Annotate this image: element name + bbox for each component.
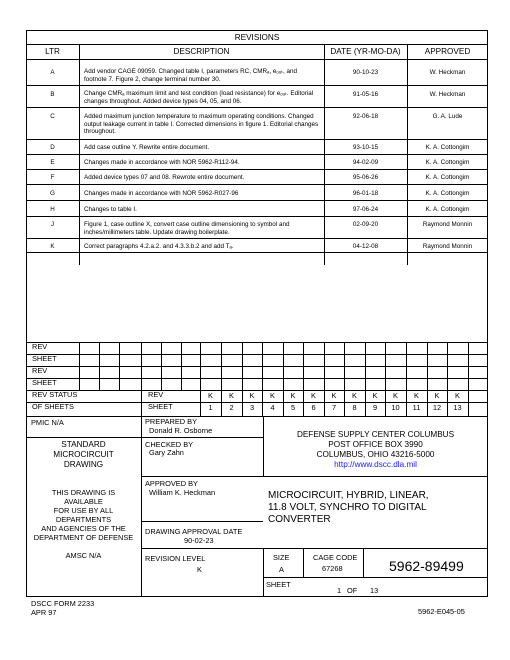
rev-date: 02-09-20: [352, 221, 379, 228]
rev-approved: Raymond Monnin: [422, 243, 473, 250]
rev-description: Changes made in accordance with NOR 5962-R027-96: [84, 190, 239, 197]
rev-status-cell: K: [290, 391, 296, 400]
dscc-city: COLUMBUS, OHIO 43216-5000: [316, 450, 435, 459]
sheet-of: OF: [347, 586, 358, 595]
row-divider: [26, 184, 488, 185]
grid-col-line: [181, 342, 182, 390]
drawing-approval-label: DRAWING APPROVAL DATE: [145, 527, 243, 536]
row-divider: [26, 139, 488, 140]
form-date: APR 97: [31, 608, 57, 617]
sheet-number-cell: 9: [372, 403, 378, 412]
sheet-number-cell: 6: [311, 403, 316, 412]
revisions-title: REVISIONS: [234, 33, 280, 42]
rev-letter: G: [50, 190, 55, 197]
rev-status-label: REV STATUS: [32, 390, 78, 399]
grid-col-line: [141, 390, 142, 416]
rev-letter: J: [50, 221, 55, 228]
checked-by-label: CHECKED BY: [145, 440, 194, 449]
rev-status-cell: K: [208, 391, 213, 400]
rev-status-cell: K: [455, 391, 460, 400]
rev-approved: Raymond Monnin: [422, 221, 473, 228]
rev-description: Figure 1, case outline X, convert case outline dimensioning to symbol and inches/millimeters table. Update drawing boilerplate.: [84, 221, 290, 236]
grid-row-line: [26, 354, 488, 355]
drawing-title-line2: 11.8 VOLT, SYNCHRO TO DIGITAL: [268, 502, 427, 513]
divider: [26, 416, 488, 417]
rev-letter: E: [50, 159, 55, 166]
rev-letter: K: [50, 243, 55, 250]
row-divider: [26, 85, 488, 86]
divider: [141, 476, 488, 477]
dscc-name: DEFENSE SUPPLY CENTER COLUMBUS: [296, 430, 455, 439]
sheet-number-cell: 5: [290, 403, 296, 412]
of-sheets-label: OF SHEETS: [32, 402, 74, 411]
row-divider: [26, 154, 488, 155]
drawing-number: 5962-89499: [389, 558, 464, 574]
sheet-number-cell: 11: [412, 403, 421, 412]
rev-date: 92-06-18: [352, 113, 379, 120]
sheet-label: SHEET: [148, 402, 173, 411]
amsc-label: AMSC N/A: [65, 551, 102, 560]
divider: [141, 521, 263, 522]
rev-date: 94-02-09: [352, 159, 379, 166]
rev-label: REV: [148, 390, 164, 399]
pmic-label: PMIC N/A: [31, 418, 64, 427]
dscc-address: POST OFFICE BOX 3990: [328, 440, 423, 449]
rev-date: 97-06-24: [352, 206, 379, 213]
rev-letter: F: [50, 174, 55, 181]
rev-description: Change CMRₐ maximum limit and test condition (load resistance) for eₒᵤₜ. Editorial changes throughout. Added device types 04, 05, and 06.: [84, 90, 314, 105]
availability-line1: THIS DRAWING IS: [51, 488, 116, 497]
grid-row-line: [26, 378, 488, 379]
grid-col-line: [99, 342, 100, 390]
revision-level-label: REVISION LEVEL: [145, 554, 206, 563]
header-approved: APPROVED: [424, 47, 471, 56]
divider: [26, 44, 488, 45]
rev-status-cell: K: [352, 391, 357, 400]
divider: [26, 342, 488, 343]
sheet-number-cell: 7: [331, 403, 337, 412]
form-number: DSCC FORM 2233: [31, 599, 95, 608]
drawing-title-line1: MICROCIRCUIT, HYBRID, LINEAR,: [268, 490, 429, 501]
rev-letter: D: [50, 144, 55, 151]
rev-date: 04-12-08: [352, 243, 379, 250]
rev-description: Correct paragraphs 4.2.a.2. and 4.3.3.b.2 and add Tₐ.: [84, 243, 234, 250]
cage-code-label: CAGE CODE: [313, 553, 358, 562]
rev-approved: K. A. Cottongim: [425, 174, 470, 181]
rev-approved: W. Heckman: [429, 69, 466, 76]
availability-line5: AND AGENCIES OF THE: [41, 524, 126, 533]
checked-by-name: Gary Zahn: [149, 448, 184, 457]
rev-row-label: REV: [32, 366, 48, 375]
rev-status-cell: K: [229, 391, 234, 400]
col-divider: [303, 548, 304, 577]
rev-approved: K. A. Cottongim: [425, 144, 470, 151]
header-date: DATE (YR-MO-DA): [330, 47, 401, 56]
sheet-label: SHEET: [266, 580, 291, 589]
rev-letter: B: [50, 91, 55, 98]
rev-row-label: REV: [32, 342, 48, 351]
sheet-row-label: SHEET: [32, 378, 57, 387]
rev-approved: K. A. Cottongim: [425, 159, 470, 166]
document-number: 5962-E045-05: [418, 607, 465, 616]
rev-letter: A: [50, 69, 55, 76]
rev-description: Changes to table I.: [84, 206, 137, 213]
divider: [141, 437, 263, 438]
row-divider: [26, 169, 488, 170]
divider: [26, 59, 488, 60]
rev-date: 96-01-18: [352, 190, 379, 197]
grid-col-line: [79, 342, 80, 390]
availability-line4: DEPARTMENTS: [55, 515, 112, 524]
grid-row-line: [26, 366, 488, 367]
sheet-number-cell: 4: [270, 403, 275, 412]
rev-description: Added device types 07 and 08. Rewrote entire document.: [84, 174, 245, 181]
rev-status-cell: K: [331, 391, 337, 400]
sheet-number-cell: 8: [352, 403, 357, 412]
rev-status-cell: K: [393, 391, 398, 400]
grid-col-line: [468, 342, 469, 416]
sheet-row-label: SHEET: [32, 354, 57, 363]
rev-description: Changes made in accordance with NOR 5962-R112-94.: [84, 159, 240, 166]
grid-col-line: [141, 342, 142, 390]
rev-date: 93-10-15: [352, 144, 379, 151]
rev-date: 91-05-16: [352, 91, 379, 98]
size-label: SIZE: [273, 553, 290, 562]
sheet-number-cell: 13: [453, 403, 462, 412]
availability-line3: FOR USE BY ALL: [53, 506, 114, 515]
dscc-url-link[interactable]: http://www.dscc.dla.mil: [334, 460, 417, 469]
rev-description: Add vendor CAGE 09059. Changed table I, parameters RC, CMRₐ, eₒᵤₜ, and footnote 7. Figure 2, change terminal number 30.: [84, 68, 298, 83]
rev-approved: K. A. Cottongim: [425, 190, 470, 197]
rev-approved: G. A. Lude: [432, 113, 463, 120]
prepared-by-name: Donald R. Osborne: [149, 426, 213, 435]
standard-line3: DRAWING: [63, 460, 104, 469]
drawing-title-line3: CONVERTER: [268, 514, 331, 525]
row-divider: [26, 252, 488, 253]
rev-date: 95-06-26: [352, 174, 379, 181]
rev-status-cell: K: [311, 391, 316, 400]
header-description: DESCRIPTION: [173, 47, 230, 56]
sheet-number-cell: 10: [391, 403, 400, 412]
divider: [263, 577, 488, 578]
cage-code-value: 67268: [322, 564, 343, 573]
grid-col-line: [161, 342, 162, 390]
col-divider: [263, 548, 264, 597]
divider: [141, 548, 488, 549]
rev-letter: C: [50, 113, 55, 120]
approved-by-name: William K. Heckman: [149, 488, 216, 497]
col-divider: [363, 548, 364, 577]
row-divider: [26, 107, 488, 108]
rev-description: Add case outline Y. Rewrite entire document.: [84, 144, 210, 151]
revision-level: K: [197, 565, 202, 574]
drawing-approval-date: 90-02-23: [184, 536, 214, 545]
rev-status-cell: K: [414, 391, 419, 400]
row-divider: [26, 238, 488, 239]
standard-line1: STANDARD: [61, 440, 106, 449]
grid-col-line: [119, 342, 120, 390]
availability-line6: DEPARTMENT OF DEFENSE: [33, 533, 134, 542]
rev-status-cell: K: [270, 391, 275, 400]
row-divider: [26, 216, 488, 217]
rev-letter: H: [50, 206, 55, 213]
header-ltr: LTR: [45, 47, 60, 56]
approved-by-label: APPROVED BY: [145, 479, 198, 488]
divider: [26, 437, 141, 438]
sheet-number-cell: 3: [249, 403, 255, 412]
rev-approved: K. A. Cottongim: [425, 206, 470, 213]
sheet-number-cell: 2: [229, 403, 234, 412]
size-value: A: [279, 565, 284, 574]
rev-status-cell: K: [434, 391, 440, 400]
sheet-number: 1: [337, 586, 342, 595]
row-divider: [26, 200, 488, 201]
col-divider: [141, 416, 142, 597]
sheet-total: 13: [370, 586, 379, 595]
availability-line2: AVAILABLE: [64, 497, 103, 506]
prepared-by-label: PREPARED BY: [145, 417, 198, 426]
rev-status-cell: K: [372, 391, 378, 400]
standard-line2: MICROCIRCUIT: [53, 450, 114, 459]
rev-date: 90-10-23: [352, 69, 379, 76]
rev-status-cell: K: [249, 391, 255, 400]
rev-description: Added maximum junction temperature to maximum operating conditions. Changed output leakage current in table I. Corrected dimensions in figure 1. Editorial changes throughout.: [84, 113, 319, 135]
sheet-number-cell: 12: [432, 403, 442, 412]
rev-approved: W. Heckman: [429, 91, 466, 98]
sheet-number-cell: 1: [208, 403, 213, 412]
